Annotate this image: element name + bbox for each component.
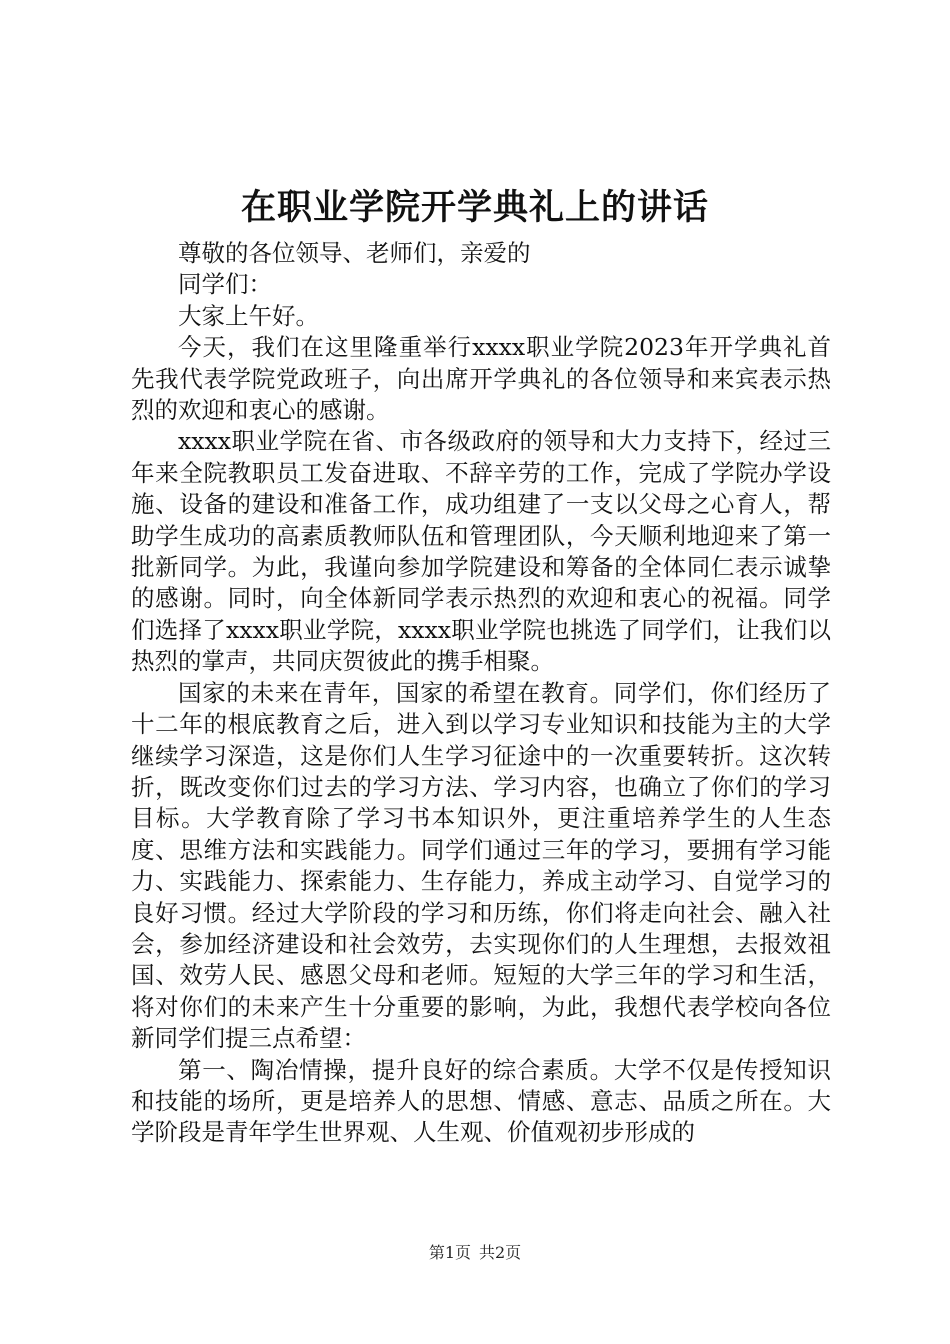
document-title: 在职业学院开学典礼上的讲话 bbox=[240, 187, 709, 228]
body-paragraph: xxxx职业学院在省、市各级政府的领导和大力支持下，经过三年来全院教职员工发奋进取、不辞辛劳的工作，完成了学院办学设施、设备的建设和准备工作，成功组建了一支以父母之心育人，帮助学生成功的高素质教师队伍和管理团队，今天顺利地迎来了第一批新同学。为此，我谨向参加学院建设和筹备的全体同仁表示诚挚的感谢。同时，向全体新同学表示热烈的欢迎和衷心的祝福。同学们选择了xxxx职业学院，xxxx职业学院也挑选了同学们，让我们以热烈的掌声，共同庆贺彼此的携手相聚。 bbox=[131, 427, 831, 676]
document-body bbox=[131, 238, 831, 1149]
greeting-paragraph: 大家上午好。 bbox=[178, 301, 319, 330]
page-footer bbox=[0, 1242, 950, 1264]
body-paragraph: 国家的未来在青年，国家的希望在教育。同学们，你们经历了十二年的根底教育之后，进入到以学习专业知识和技能为主的大学继续学习深造，这是你们人生学习征途中的一次重要转折。这次转折，既改变你们过去的学习方法、学习内容，也确立了你们的学习目标。大学教育除了学习书本知识外，更注重培养学生的人生态度、思维方法和实践能力。同学们通过三年的学习，要拥有学习能力、实践能力、探索能力、生存能力，养成主动学习、自觉学习的良好习惯。经过大学阶段的学习和历练，你们将走向社会、融入社会，参加经济建设和社会效劳，去实现你们的人生理想，去报效祖国、效劳人民、感恩父母和老师。短短的大学三年的学习和生活，将对你们的未来产生十分重要的影响，为此，我想代表学校向各位新同学们提三点希望： bbox=[131, 678, 831, 1053]
body-paragraph: 第一、陶冶情操，提升良好的综合素质。大学不仅是传授知识和技能的场所，更是培养人的思想、情感、意志、品质之所在。大学阶段是青年学生世界观、人生观、价值观初步形成的 bbox=[131, 1055, 831, 1147]
body-paragraph: 今天，我们在这里隆重举行xxxx职业学院2023年开学典礼首先我代表学院党政班子，向出席开学典礼的各位领导和来宾表示热烈的欢迎和衷心的感谢。 bbox=[131, 333, 831, 425]
salutation-line-1: 尊敬的各位领导、老师们，亲爱的 bbox=[178, 239, 531, 267]
page-total: 共2页 bbox=[479, 1243, 522, 1262]
page-number: 第1页 bbox=[428, 1243, 471, 1262]
salutation-line-2: 同学们： bbox=[178, 270, 272, 299]
